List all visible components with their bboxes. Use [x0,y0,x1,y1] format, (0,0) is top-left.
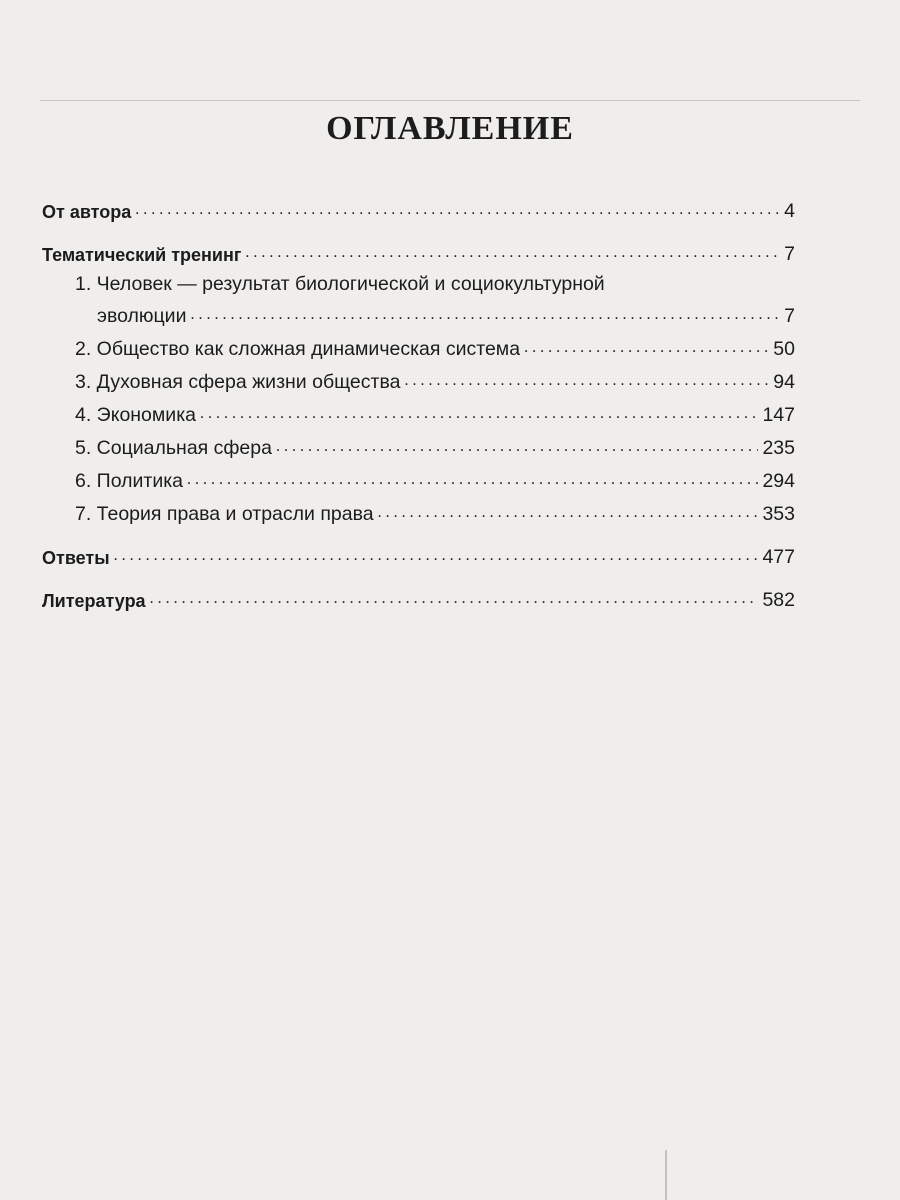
toc-entry-page: 353 [762,503,795,525]
toc-entry-label: 7. Теория права и отрасли права [75,503,374,525]
toc-entry-page: 147 [762,404,795,426]
dot-leader [404,372,769,390]
toc-entry-label: 6. Политика [75,470,184,492]
toc-entry-label: Литература [42,591,146,611]
toc-entry-label: 2. Общество как сложная динамическая система [75,338,521,360]
toc-entry-page: 235 [762,437,795,459]
toc-entry-page: 7 [784,243,795,265]
toc-entry-chapter-1[interactable] [42,266,795,296]
toc-entry-label: Ответы [42,548,110,568]
toc-entry-page: 7 [784,305,795,327]
toc-entry-page: 477 [762,546,795,568]
toc-entry-thematic-training[interactable] [42,233,795,266]
toc-entry-page: 4 [784,200,795,222]
toc-entry-label: 1. Человек — результат биологической и социокультурной [75,273,605,295]
toc-entry-chapter-3[interactable] [42,361,795,394]
dot-leader [190,306,780,324]
toc-entry-label: От автора [42,202,132,222]
toc-entry-chapter-1-continued[interactable] [42,296,795,328]
toc-entry-label: 5. Социальная сфера [75,437,272,459]
dot-leader [524,339,769,357]
toc-entry-page: 294 [762,470,795,492]
dot-leader [135,201,780,219]
toc-entry-page: 94 [773,371,795,393]
toc-entry-chapter-5[interactable] [42,427,795,460]
page-title: ОГЛАВЛЕНИЕ [326,110,574,147]
toc-entry-label: 4. Экономика [75,404,197,426]
toc-entry-label: 3. Духовная сфера жизни общества [75,371,401,393]
dot-leader [200,405,758,423]
toc-entry-label: Тематический тренинг [42,245,242,265]
toc-entry-page: 582 [762,589,795,611]
toc-entry-chapter-7[interactable] [42,493,795,526]
dot-leader [150,590,759,608]
toc-entry-from-author[interactable] [42,190,795,223]
toc-entry-answers[interactable] [42,536,795,569]
toc-entry-chapter-4[interactable] [42,394,795,427]
page-crease [665,1150,667,1200]
dot-leader [245,244,780,262]
dot-leader [187,471,758,489]
toc-entry-chapter-2[interactable] [42,328,795,361]
dot-leader [276,438,758,456]
toc-entry-label: эволюции [97,305,187,327]
dot-leader [378,504,759,522]
toc-entry-chapter-6[interactable] [42,460,795,493]
toc-entry-page: 50 [773,338,795,360]
toc-entry-literature[interactable] [42,579,795,612]
dot-leader [114,547,759,565]
table-of-contents [42,190,795,612]
